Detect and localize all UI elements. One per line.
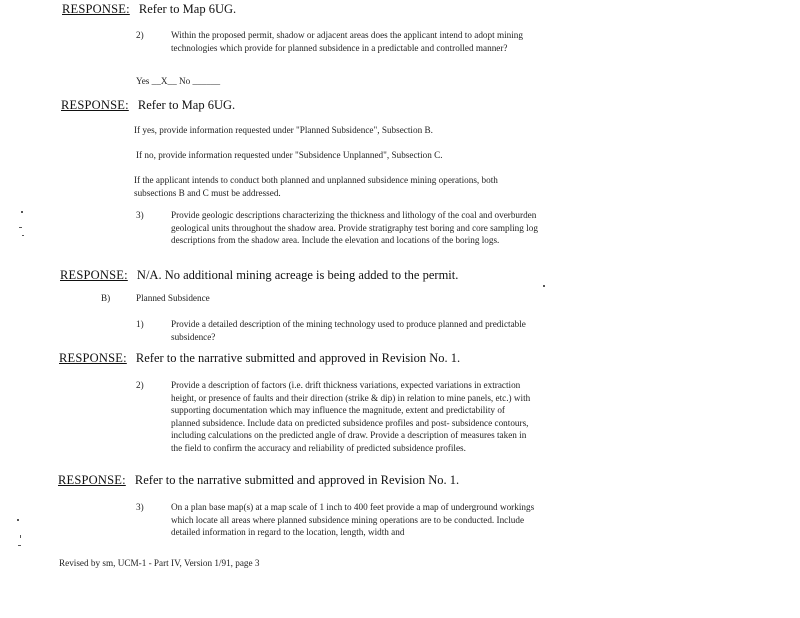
if-no-text: If no, provide information requested under "Subsidence Unplanned", Subsection C. [136,150,443,160]
response-label: RESPONSE: [60,268,128,282]
response-1 [62,3,236,16]
item-number: 1) [136,319,144,329]
response-3 [60,269,458,282]
response-label: RESPONSE: [59,351,127,365]
yes-no-answer: Yes __X__ No ______ [136,76,221,86]
scan-speck [20,535,21,538]
if-yes-text: If yes, provide information requested under "Planned Subsidence", Subsection B. [134,125,433,135]
response-label: RESPONSE: [58,473,126,487]
response-text: Refer to Map 6UG. [138,2,237,16]
response-label: RESPONSE: [61,98,129,112]
response-2 [61,99,235,112]
response-label: RESPONSE: [62,2,130,16]
response-text: Refer to the narrative submitted and approved in Revision No. 1. [135,351,461,365]
item-number: 2) [136,380,144,390]
item-number: 3) [136,502,144,512]
scan-speck [19,227,22,228]
scan-speck [22,235,24,236]
scan-speck [18,545,21,546]
response-text: Refer to the narrative submitted and approved in Revision No. 1. [134,473,460,487]
response-5 [58,474,459,487]
scan-speck [17,519,19,521]
response-4 [59,352,460,365]
b2-text: Provide a description of factors (i.e. drift thickness variations, expected variations in extraction height, or presence of faults and their direction (strike & dip) in relation to mine panels, etc.) with supporting documentation which may influence the magnitude, extent and predictability of planned subsidence. Include data on predicted subsidence profiles and post- subsidence contours, including calculations on the predicted angle of draw. Provide a description of measures taken in the field to confirm the accuracy and reliability of predicted subsidence profiles. [171,380,531,453]
response-text: N/A. No additional mining acreage is being added to the permit. [136,268,459,282]
item-number: 3) [136,210,144,220]
section-number: B) [101,293,111,303]
page-footer: Revised by sm, UCM-1 - Part IV, Version 1/91, page 3 [59,558,260,568]
scan-speck [21,211,23,213]
response-text: Refer to Map 6UG. [137,98,236,112]
section-title: Planned Subsidence [136,293,210,303]
item-number: 2) [136,30,144,40]
item-2-text: Within the proposed permit, shadow or adjacent areas does the applicant intend to adopt mining technologies which provide for planned subsidence in a predictable and controlled manner? [171,30,523,53]
b1-text: Provide a detailed description of the mining technology used to produce planned and predictable subsidence? [171,319,526,342]
scan-speck [543,285,545,287]
if-both-text: If the applicant intends to conduct both planned and unplanned subsidence mining operations, both subsections B and C must be addressed. [134,175,498,198]
b3-text: On a plan base map(s) at a map scale of 1 inch to 400 feet provide a map of underground workings which locate all areas where planned subsidence mining operations are to be conducted. Include detailed information in regard to the location, length, width and [171,502,535,538]
item-3-text: Provide geologic descriptions characterizing the thickness and lithology of the coal and overburden geological units throughout the shadow area. Provide stratigraphy test boring and core sampling log descriptions from the shadow area. Include the elevation and locations of the boring logs. [171,210,538,246]
